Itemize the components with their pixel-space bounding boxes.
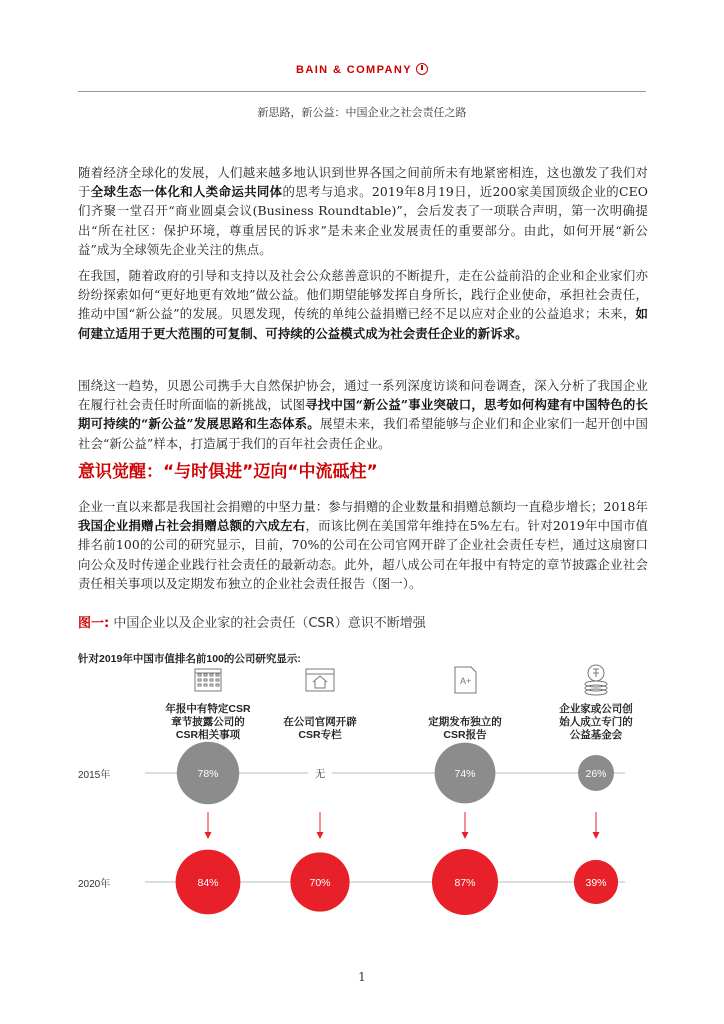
text-run: 企业一直以来都是我国社会捐赠的中坚力量：参与捐赠的企业数量和捐赠总额均一直稳步增长；2018年 — [78, 499, 648, 514]
category-label-line: 公益基金会 — [569, 729, 623, 741]
year-label: 2020年 — [78, 879, 111, 890]
figure-caption: 针对2019年中国市值排名前100的公司研究显示: — [78, 653, 301, 665]
bubble-value-label: 39% — [585, 877, 607, 889]
bold-emphasis: 全球生态一体化和人类命运共同体 — [90, 184, 283, 200]
year-label: 2015年 — [78, 770, 111, 781]
growth-arrow-head — [205, 832, 212, 839]
text-run: 围绕这一趋势，贝恩公司携手大自然保护协会，通过一系列深度访谈和问卷调查，深入分析了我国企业在履行社会责任时所面临的新挑战，试图 — [78, 378, 648, 413]
category-label-line: CSR专栏 — [298, 729, 342, 741]
bold-emphasis: 如何建立适用于更大范围的可复制、可持续的公益模式成为社会责任企业的新诉求。 — [78, 306, 648, 341]
category-label-line: 年报中有特定CSR — [165, 703, 251, 715]
category-label — [536, 703, 656, 742]
category-label-line: 章节披露公司的 — [171, 716, 245, 728]
bubble-value-label: 87% — [454, 877, 476, 889]
category-label-line: 始人成立专门的 — [559, 716, 633, 728]
bubble-value-label: 84% — [197, 877, 219, 889]
text-run: 展望未来，我们希望能够与企业们和企业家们一起开创中国社会“新公益”样本，打造属于我们的百年社会责任企业。 — [78, 416, 648, 451]
figure-label: 图一: — [78, 616, 110, 631]
bubble-value-label: 26% — [585, 768, 607, 780]
text-run: ，而该比例在美国常年维持在5%左右。针对2019年中国市值排名前100的公司的研究显示，目前，70%的公司在公司官网开辟了企业社会责任专栏，通过这扇窗口向公众及时传递企业践行社会责任的最新动态。此外，超八成公司在年报中有特定的章节披露企业社会责任相关事项以及定期发布独立的企业社会责任报告（图一）。 — [78, 518, 648, 591]
growth-arrow-head — [593, 832, 600, 839]
text-run: 的思考与追求。2019年8月19日，近200家美国顶级企业的CEO们齐聚一堂召开“商业圆桌会议(Business Roundtable)”，会后发表了一项联合声明，第一次明确提出“所在社区：保护环境，尊重居民的诉求”是未来企业发展责任的重要部分。由此，如何开展“新公益”成为全球领先企业关注的焦点。 — [78, 184, 648, 257]
bain-logo: BAIN & COMPANY — [0, 63, 724, 76]
no-data-label: 无 — [314, 768, 326, 780]
bubble-value-label: 74% — [454, 768, 476, 780]
growth-arrow-head — [462, 832, 469, 839]
category-label-line: 企业家或公司创 — [559, 703, 633, 715]
category-label — [405, 716, 525, 742]
category-label-line: 定期发布独立的 — [428, 716, 502, 728]
category-label-line: 在公司官网开辟 — [283, 716, 357, 728]
bubble-value-label: 78% — [197, 768, 219, 780]
bold-emphasis: 我国企业捐赠占社会捐赠总额的六成左右 — [78, 518, 306, 534]
report-subtitle: 新思路，新公益：中国企业之社会责任之路 — [257, 106, 467, 119]
category-label-line: CSR相关事项 — [175, 729, 241, 741]
category-label — [148, 703, 268, 742]
category-label — [260, 716, 380, 742]
coin-stack-icon — [585, 665, 607, 695]
category-label-line: CSR报告 — [443, 729, 487, 741]
page-number: 1 — [358, 970, 366, 984]
bubble-value-label: 70% — [309, 877, 331, 889]
figure-title-text: 中国企业以及企业家的社会责任（CSR）意识不断增强 — [113, 616, 426, 631]
section-heading: 意识觉醒：“与时俱进”迈向“中流砥柱” — [78, 462, 378, 482]
text-run: 在我国，随着政府的引导和支持以及社会公众慈善意识的不断提升，走在公益前沿的企业和企业家们亦纷纷探索如何“更好地更有效地”做公益。他们期望能够发挥自身所长，践行企业使命，承担社会责任，推动中国“新公益”的发展。贝恩发现，传统的单纯公益捐赠已经不足以应对企业的公益追求；未来， — [78, 268, 648, 322]
text-run: 随着经济全球化的发展，人们越来越多地认识到世界各国之间前所未有地紧密相连，这也激发了我们对于 — [78, 165, 648, 200]
bold-emphasis: 寻找中国“新公益”事业突破口，思考如何构建有中国特色的长期可持续的“新公益”发展思路和生态体系。 — [78, 397, 648, 432]
website-home-icon — [306, 669, 334, 691]
svg-text:A+: A+ — [460, 676, 472, 686]
document-report-icon — [455, 667, 476, 693]
calendar-grid-icon — [195, 669, 221, 691]
growth-arrow-head — [317, 832, 324, 839]
